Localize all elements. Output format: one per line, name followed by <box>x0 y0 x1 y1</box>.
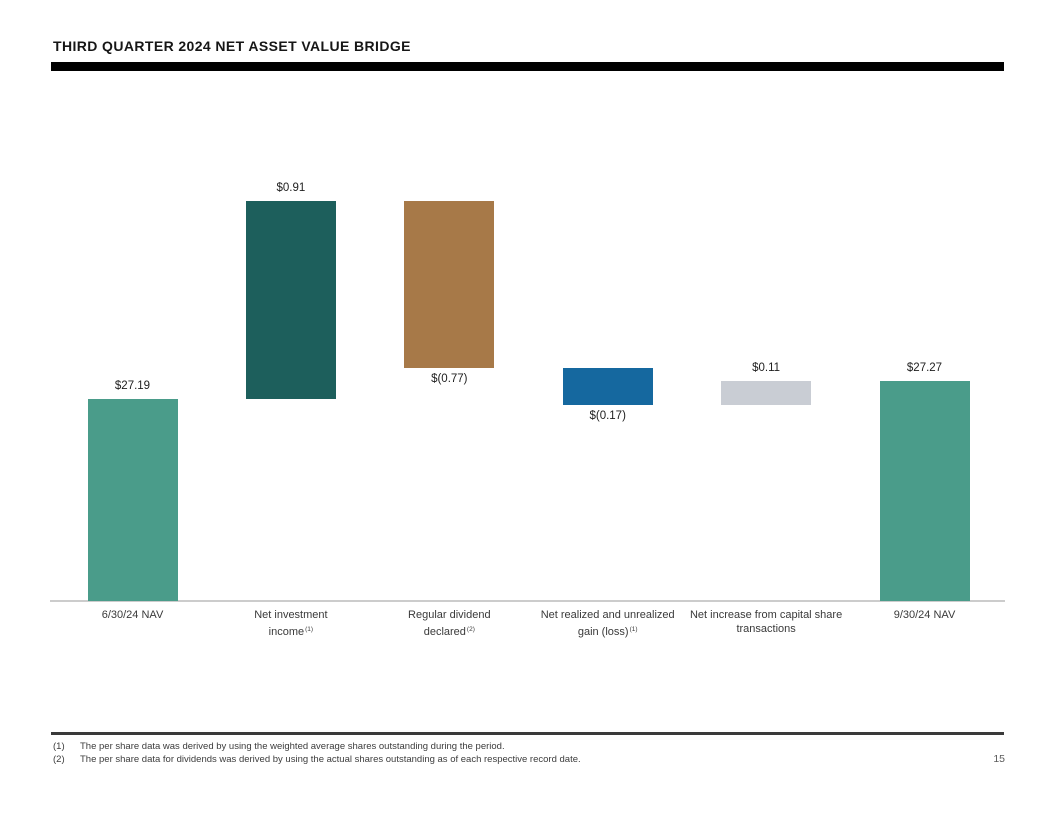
value-label-net-realized-and-unrealized-gain-loss-1: $(0.17) <box>589 410 626 423</box>
category-label-net-realized-and-unrealized-gain-loss-1: Net realized and unrealized gain (loss)$^{(1)}$ <box>540 609 675 638</box>
chart-bar-net-investment-income-1 <box>246 201 336 399</box>
footnote-text: The per share data was derived by using the weighted average shares outstanding during the period. <box>80 741 505 752</box>
chart-bar-regular-dividend-declared-2 <box>404 201 494 368</box>
footnote-ref: (1) <box>629 625 638 633</box>
footnote-marker: (1) <box>53 741 65 752</box>
category-label-net-investment-income-1: Net investment income$^{(1)}$ <box>254 609 328 638</box>
category-label-9-30-24-nav: 9/30/24 NAV <box>893 609 956 621</box>
value-label-net-investment-income-1: $0.91 <box>276 181 306 194</box>
category-label-net-increase-from-capital-share-transactions: Net increase from capital share transactions <box>689 609 843 635</box>
category-label-6-30-24-nav: 6/30/24 NAV <box>101 609 164 621</box>
chart-bar-9-30-24-nav <box>880 381 970 601</box>
value-label-6-30-24-nav: $27.19 <box>114 379 151 392</box>
footnotes <box>53 740 813 766</box>
chart-bar-6-30-24-nav <box>88 399 178 601</box>
chart-bar-net-realized-and-unrealized-gain-loss-1 <box>563 368 653 405</box>
footnote-ref: (2) <box>466 625 475 633</box>
footnote-row-1 <box>53 740 813 753</box>
footnote-marker: (2) <box>53 754 65 765</box>
value-label-9-30-24-nav: $27.27 <box>906 362 943 375</box>
footnote-rule <box>51 732 1004 735</box>
footnote-ref: (1) <box>305 625 314 633</box>
chart-bar-net-increase-from-capital-share-transactions <box>721 381 811 405</box>
page-number: 15 <box>993 753 1005 765</box>
x-axis-line <box>50 600 1005 602</box>
category-label-regular-dividend-declared-2: Regular dividend declared$^{(2)}$ <box>408 609 491 638</box>
value-label-net-increase-from-capital-share-transactions: $0.11 <box>752 362 781 375</box>
page-title: THIRD QUARTER 2024 NET ASSET VALUE BRIDGE <box>53 38 411 54</box>
value-label-regular-dividend-declared-2: $(0.77) <box>431 373 468 386</box>
footnote-text: The per share data for dividends was derived by using the actual shares outstanding as of each respective record date. <box>80 754 581 765</box>
footnote-row-2 <box>53 753 813 766</box>
